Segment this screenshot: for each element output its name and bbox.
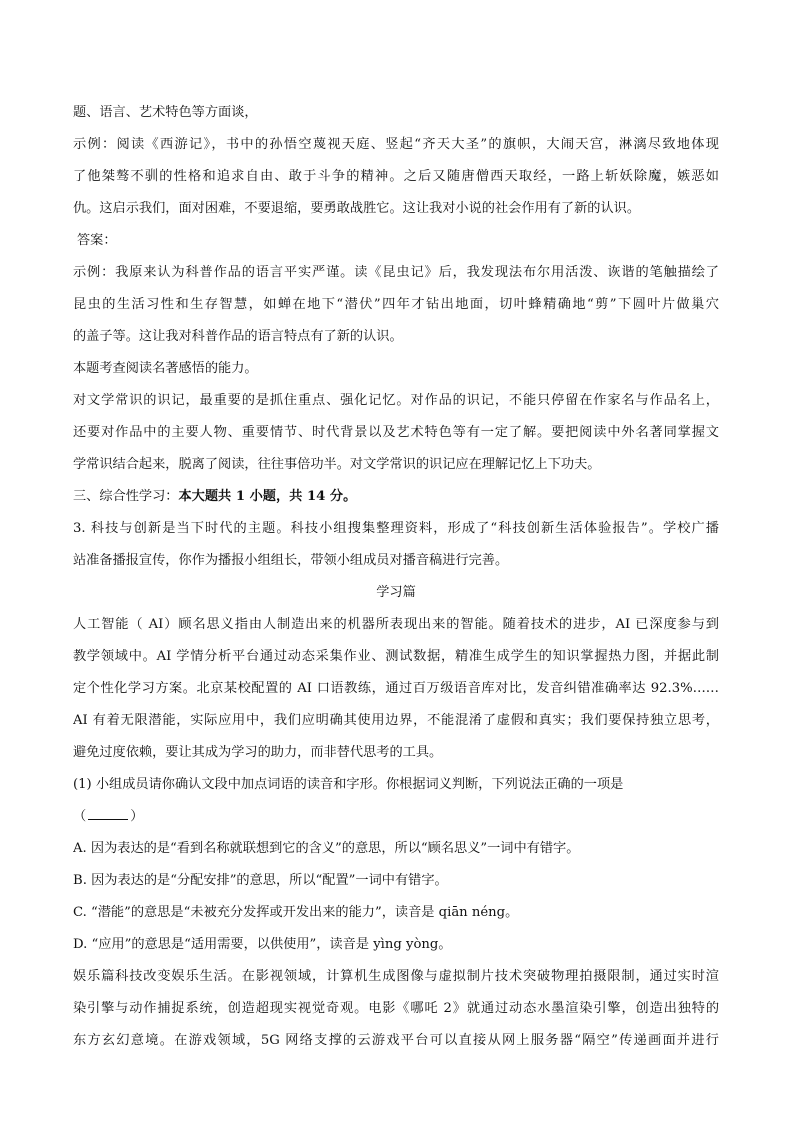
paragraph-line: 还要对作品中的主要人物、重要情节、时代背景以及艺术特色等有一定了解。要把阅读中外名著同掌握文 [73, 425, 719, 440]
option-a: A. 因为表达的是“看到名称就联想到它的含义”的意思，所以“顾名思义”一词中有错字。 [73, 841, 580, 856]
question-stem: 3. 科技与创新是当下时代的主题。科技小组搜集整理资料，形成了“科技创新生活体验报告”。学校广播 [73, 521, 719, 536]
paragraph-line: 了他桀骜不驯的性格和追求自由、敢于斗争的精神。之后又随唐僧西天取经，一路上斩妖除魔，嫉恶如 [73, 169, 719, 184]
section-heading-detail: 本大题共 1 小题，共 14 分。 [178, 489, 357, 504]
section-heading [73, 481, 719, 513]
paragraph-line: 东方玄幻意境。在游戏领域，5G 网络支撑的云游戏平台可以直接从网上服务器“隔空”传递画面并进行 [73, 1033, 719, 1048]
section-heading-title: 三、综合性学习： [73, 489, 179, 504]
paragraph-line: 娱乐篇科技改变娱乐生活。在影视领域，计算机生成图像与虚拟制片技术突破物理拍摄限制，通过实时渲 [73, 969, 719, 984]
paragraph-line: 染引擎与动作捕捉系统，创造超现实视觉奇观。电影《哪吒 2》就通过动态水墨渲染引擎，创造出独特的 [73, 1001, 719, 1016]
answer-label: 答案： [77, 233, 117, 248]
sub-question: (1) 小组成员请你确认文段中加点词语的读音和字形。你根据词义判断，下列说法正确的一项是 [73, 777, 624, 792]
subsection-title: 学习篇 [376, 585, 416, 600]
paragraph-line: AI 有着无限潜能，实际应用中，我们应明确其使用边界，不能混淆了虚假和真实；我们要保持独立思考， [73, 713, 719, 728]
answer-blank-line: （ ） [73, 801, 719, 833]
option-d: D. “应用”的意思是“适用需要，以供使用”，读音是 yìng yòng。 [73, 937, 452, 952]
paragraph-line: 示例：我原来认为科普作品的语言平实严谨。读《昆虫记》后，我发现法布尔用活泼、诙谐的笔触描绘了 [73, 265, 719, 280]
paragraph-line: 昆虫的生活习性和生存智慧，如蝉在地下“潜伏”四年才钻出地面，切叶蜂精确地“剪”下圆叶片做巢穴 [73, 297, 719, 312]
document-page [73, 97, 719, 1057]
paragraph-line: 本题考查阅读名著感悟的能力。 [73, 361, 258, 376]
paragraph-line: 人工智能（ AI）顾名思义指由人制造出来的机器所表现出来的智能。随着技术的进步，AI 已深度参与到 [73, 617, 719, 632]
paragraph-line: 的盖子等。这让我对科普作品的语言特点有了新的认识。 [73, 329, 403, 344]
paragraph-line: 对文学常识的识记，最重要的是抓住重点、强化记忆。对作品的识记，不能只停留在作家名与作品名上， [73, 393, 719, 408]
answer-blank[interactable] [88, 805, 128, 820]
paragraph-line: 题、语言、艺术特色等方面谈， [73, 105, 258, 120]
paragraph-line: 避免过度依赖，要让其成为学习的助力，而非替代思考的工具。 [73, 745, 443, 760]
question-stem: 站准备播报宣传，你作为播报小组组长，带领小组成员对播音稿进行完善。 [73, 553, 509, 568]
option-c: C. “潜能”的意思是“未被充分发挥或开发出来的能力”，读音是 qiān néng。 [73, 905, 519, 920]
paragraph-line: 定个性化学习方案。北京某校配置的 AI 口语教练，通过百万级语音库对比，发音纠错准确率达 92.3%…… [73, 681, 719, 696]
paragraph-line: 示例：阅读《西游记》，书中的孙悟空蔑视天庭、竖起“齐天大圣”的旗帜，大闹天宫，淋漓尽致地体现 [73, 137, 719, 152]
option-b: B. 因为表达的是“分配安排”的意思，所以“配置”一词中有错字。 [73, 873, 448, 888]
paragraph-line: 仇。这启示我们，面对困难，不要退缩，要勇敢战胜它。这让我对小说的社会作用有了新的认识。 [73, 201, 641, 216]
paragraph-line: 学常识结合起来，脱离了阅读，往往事倍功半。对文学常识的识记应在理解记忆上下功夫。 [73, 457, 601, 472]
paragraph-line: 教学领域中。AI 学情分析平台通过动态采集作业、测试数据，精准生成学生的知识掌握热力图，并据此制 [73, 649, 719, 664]
